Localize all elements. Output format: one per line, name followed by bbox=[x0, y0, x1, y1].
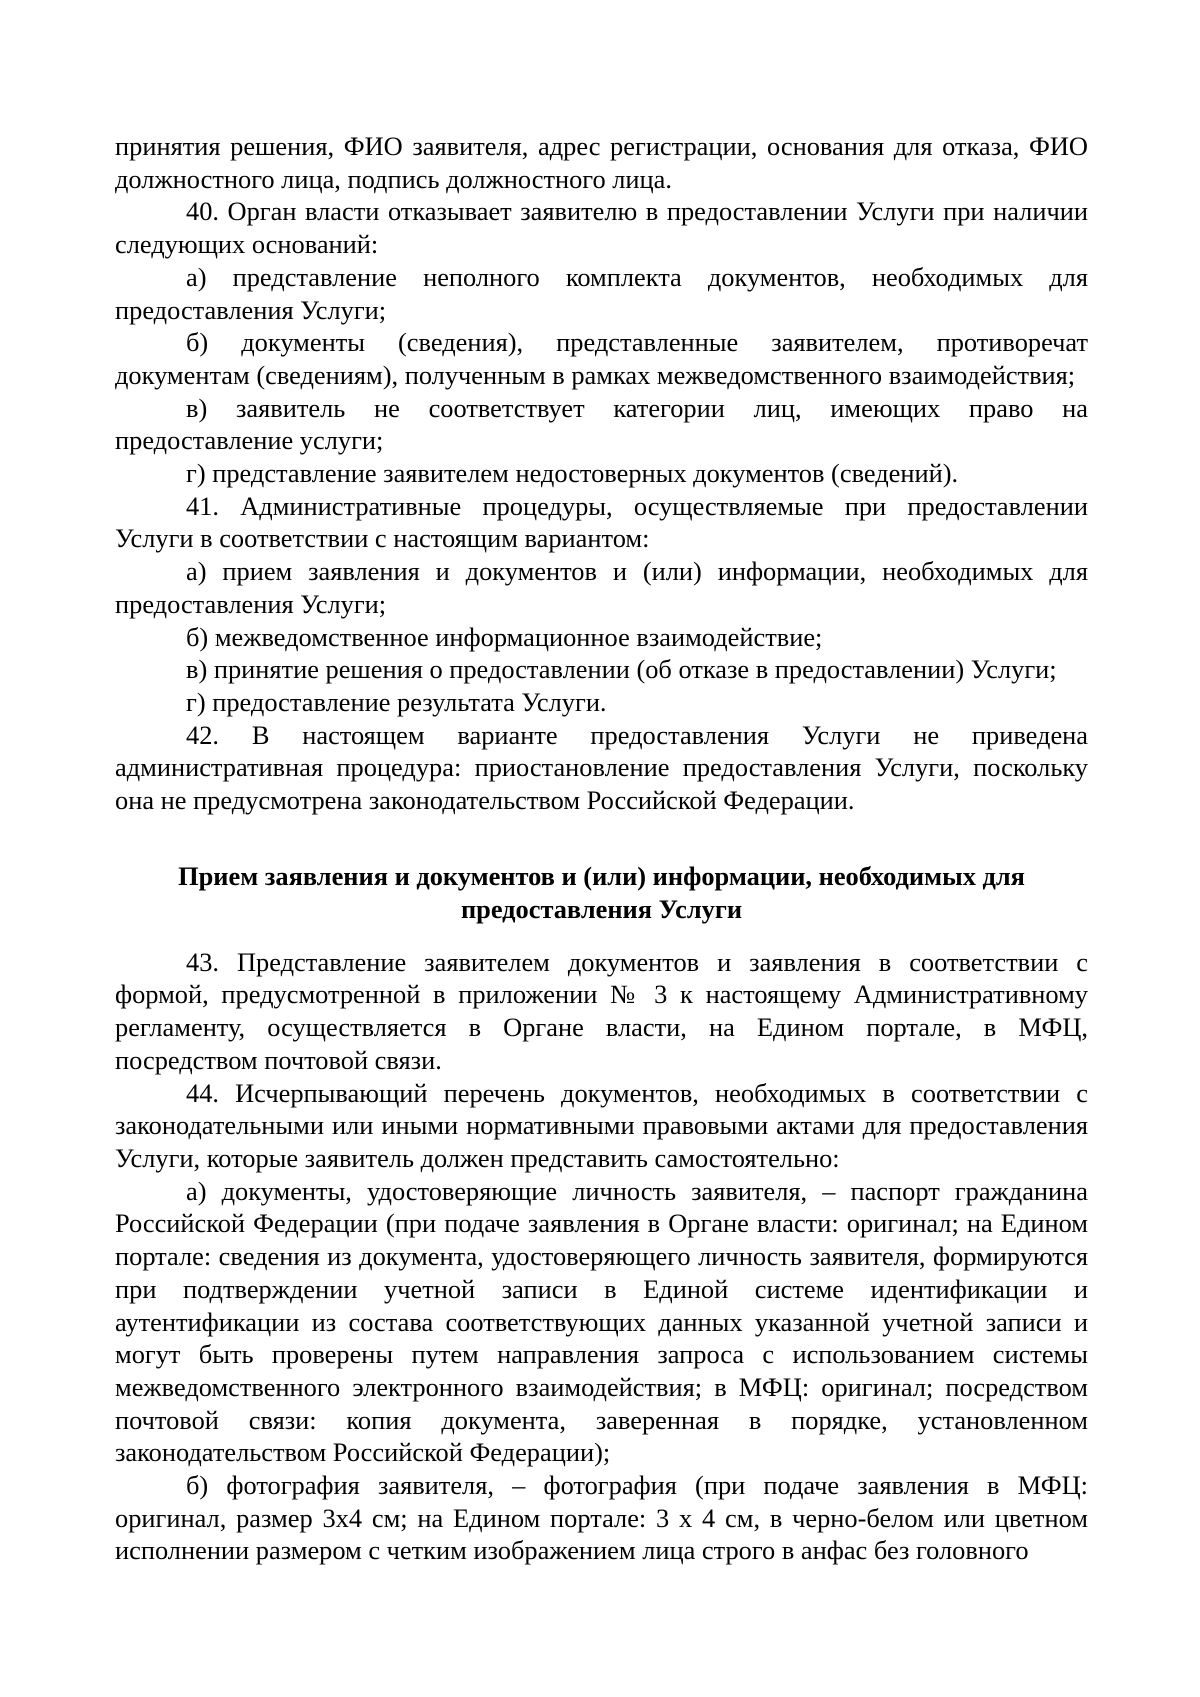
paragraph-44-item-b: б) фотография заявителя, – фотография (при подаче заявления в МФЦ: оригинал, размер 3x4 см; на Едином портале: 3 x 4 см, в черно-белом или цветном исполнении размером с четким изображением лица строго в анфас без головного bbox=[115, 1470, 1088, 1566]
paragraph-40: 40. Орган власти отказывает заявителю в предоставлении Услуги при наличии следующих оснований: bbox=[115, 196, 1088, 260]
paragraph-40-item-c: в) заявитель не соответствует категории лиц, имеющих право на предоставление услуги; bbox=[115, 392, 1088, 456]
paragraph-40-item-b: б) документы (сведения), представленные заявителем, противоречат документам (сведениям), полученным в рамках межведомственного взаимодействия; bbox=[115, 327, 1088, 390]
paragraph-40-item-a: а) представление неполного комплекта документов, необходимых для предоставления Услуги; bbox=[115, 261, 1088, 325]
paragraph-43: 43. Представление заявителем документов и заявления в соответствии с формой, предусмотренной в приложении № 3 к настоящему Административному регламенту, осуществляется в Органе власти, на Едином портале, в МФЦ, посредством почтовой связи. bbox=[115, 946, 1088, 1075]
paragraph-41-item-c: в) принятие решения о предоставлении (об отказе в предоставлении) Услуги; bbox=[186, 654, 1057, 685]
paragraph-41-item-a: а) прием заявления и документов и (или) информации, необходимых для предоставления Услуги; bbox=[115, 556, 1088, 619]
paragraph-41-item-d: г) предоставление результата Услуги. bbox=[186, 686, 607, 717]
section-heading: Прием заявления и документов и (или) информации, необходимых для предоставления Услуги bbox=[178, 860, 1025, 924]
paragraph-41-item-b: б) межведомственное информационное взаимодействие; bbox=[186, 621, 823, 652]
document-body bbox=[115, 130, 1088, 1567]
paragraph-44: 44. Исчерпывающий перечень документов, необходимых в соответствии с законодательными или иными нормативными правовыми актами для предоставления Услуги, которые заявитель должен представить самостоятельно: bbox=[115, 1077, 1088, 1173]
paragraph-39-continuation: принятия решения, ФИО заявителя, адрес регистрации, основания для отказа, ФИО должностного лица, подпись должностного лица. bbox=[115, 131, 1088, 194]
paragraph-41: 41. Административные процедуры, осуществляемые при предоставлении Услуги в соответствии с настоящим вариантом: bbox=[115, 490, 1088, 554]
paragraph-40-item-d: г) представление заявителем недостоверных документов (сведений). bbox=[186, 458, 959, 489]
paragraph-44-item-a: а) документы, удостоверяющие личность заявителя, – паспорт гражданина Российской Федерации (при подаче заявления в Органе власти: оригинал; на Едином портале: сведения из документа, удостоверяющего личность заявителя, формируются при подтверждении учетной записи в Единой системе идентификации и аутентификации из состава соответствующих данных указанной учетной записи и могут быть проверены путем направления запроса с использованием системы межведомственного электронного взаимодействия; в МФЦ: оригинал; посредством почтовой связи: копия документа, заверенная в порядке, установленном законодательством Российской Федерации); bbox=[115, 1175, 1088, 1468]
paragraph-42: 42. В настоящем варианте предоставления Услуги не приведена административная процедура: приостановление предоставления Услуги, поскольку она не предусмотрена законодательством Российской Федерации. bbox=[115, 719, 1088, 816]
